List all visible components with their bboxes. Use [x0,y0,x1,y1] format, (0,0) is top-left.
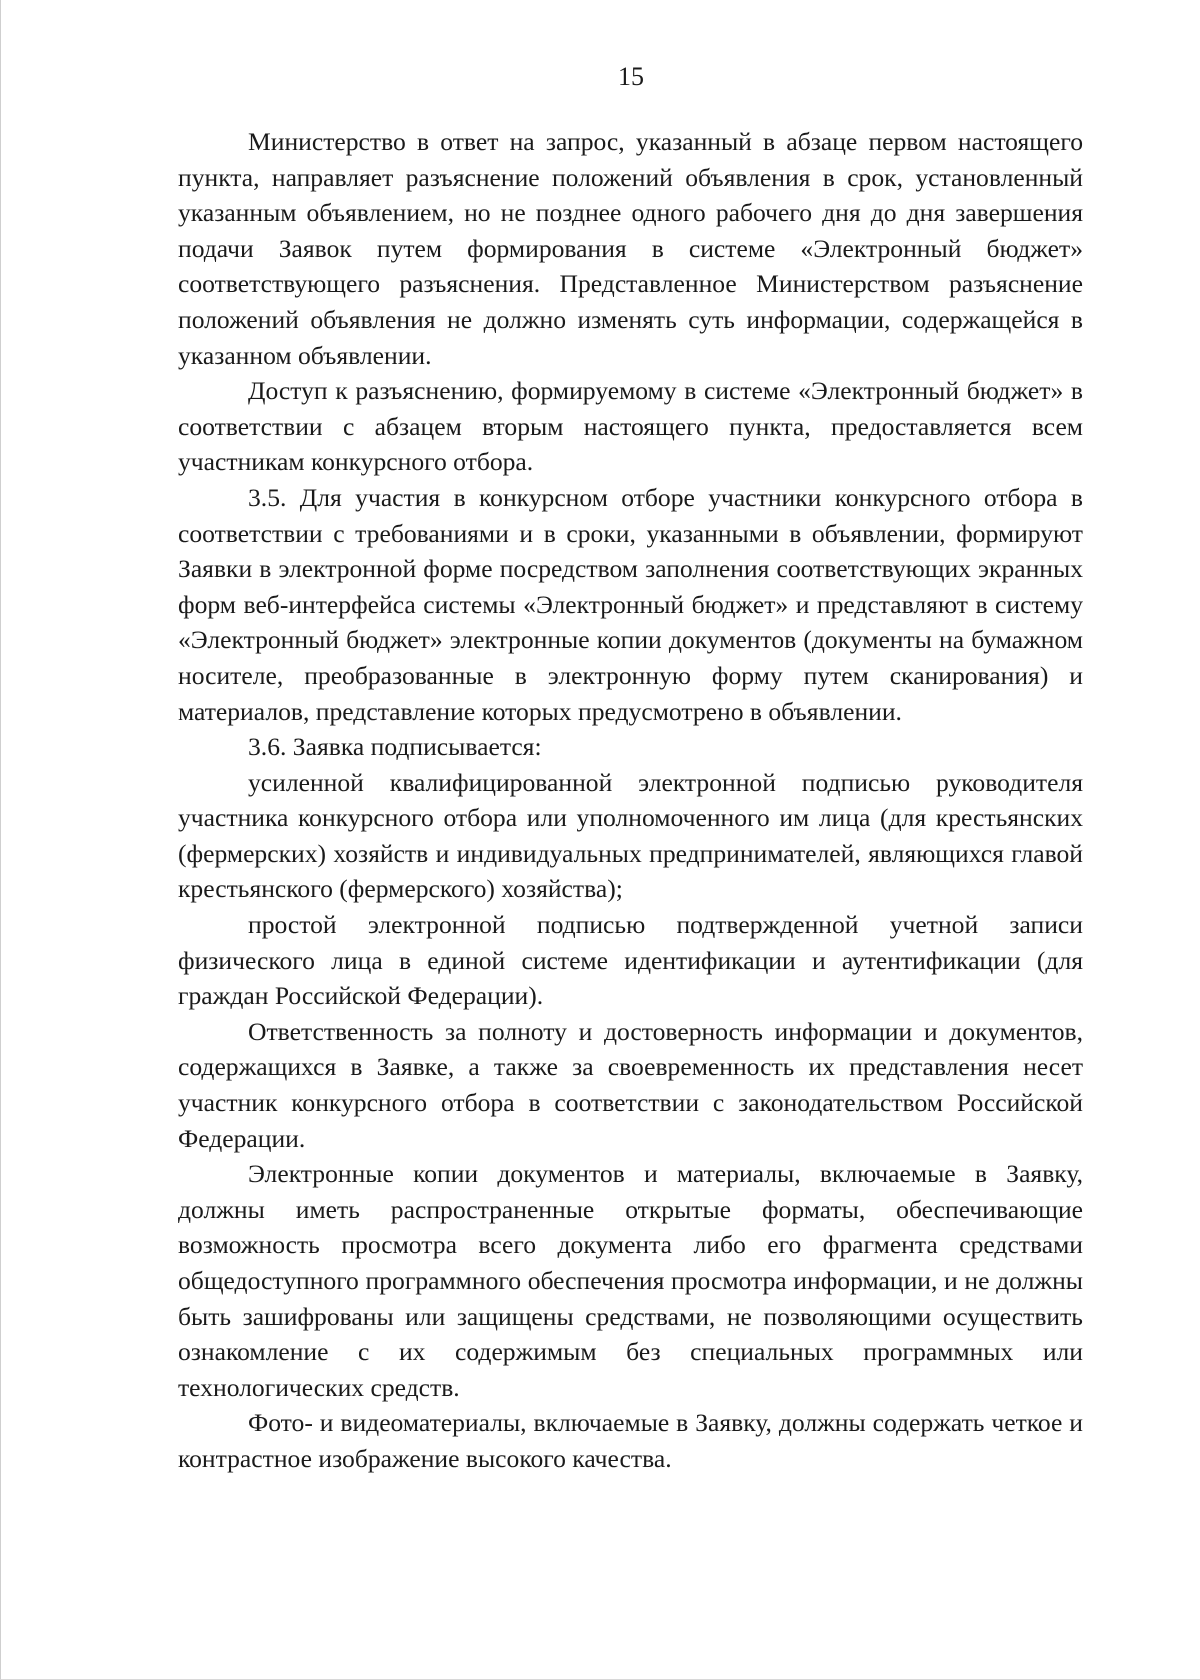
paragraph-qualified-signature: усиленной квалифицированной электронной подписью руководителя участника конкурсного отбора или уполномоченного им лица (для крестьянских (фермерских) хозяйств и индивидуальных предпринимателей, являющихся главой крестьянского (фермерского) хозяйства); [178,767,1083,904]
document-body [178,124,1083,1477]
paragraph-photo-video: Фото- и видеоматериалы, включаемые в Заявку, должны содержать четкое и контрастное изображение высокого качества. [178,1408,1083,1473]
paragraph-simple-signature: простой электронной подписью подтвержденной учетной записи физического лица в единой системе идентификации и аутентификации (для граждан Российской Федерации). [178,910,1083,1011]
paragraph-access-to-clarification: Доступ к разъяснению, формируемому в системе «Электронный бюджет» в соответствии с абзацем вторым настоящего пункта, предоставляется всем участникам конкурсного отбора. [178,376,1083,477]
paragraph-responsibility: Ответственность за полноту и достоверность информации и документов, содержащихся в Заявке, а также за своевременность их представления несет участник конкурсного отбора в соответствии с законодательством Российской Федерации. [178,1016,1083,1153]
page-number: 15 [618,62,644,91]
paragraph-3-5: 3.5. Для участия в конкурсном отборе участники конкурсного отбора в соответствии с требованиями и в сроки, указанными в объявлении, формируют Заявки в электронной форме посредством заполнения соответствующих экранных форм веб-интерфейса системы «Электронный бюджет» и представляют в систему «Электронный бюджет» электронные копии документов (документы на бумажном носителе, преобразованные в электронную форму путем сканирования) и материалов, представление которых предусмотрено в объявлении. [178,482,1083,726]
paragraph-3-6: 3.6. Заявка подписывается: [248,732,542,762]
paragraph-electronic-copies: Электронные копии документов и материалы, включаемые в Заявку, должны иметь распространенные открытые форматы, обеспечивающие возможность просмотра всего документа либо его фрагмента средствами общедоступного программного обеспечения просмотра информации, и не должны быть зашифрованы или защищены средствами, не позволяющими осуществить ознакомление с их содержимым без специальных программных или технологических средств. [178,1159,1083,1402]
paragraph-ministry-response: Министерство в ответ на запрос, указанный в абзаце первом настоящего пункта, направляет разъяснение положений объявления в срок, установленный указанным объявлением, но не позднее одного рабочего дня до дня завершения подачи Заявок путем формирования в системе «Электронный бюджет» соответствующего разъяснения. Представленное Министерством разъяснение положений объявления не должно изменять суть информации, содержащейся в указанном объявлении. [178,127,1083,370]
